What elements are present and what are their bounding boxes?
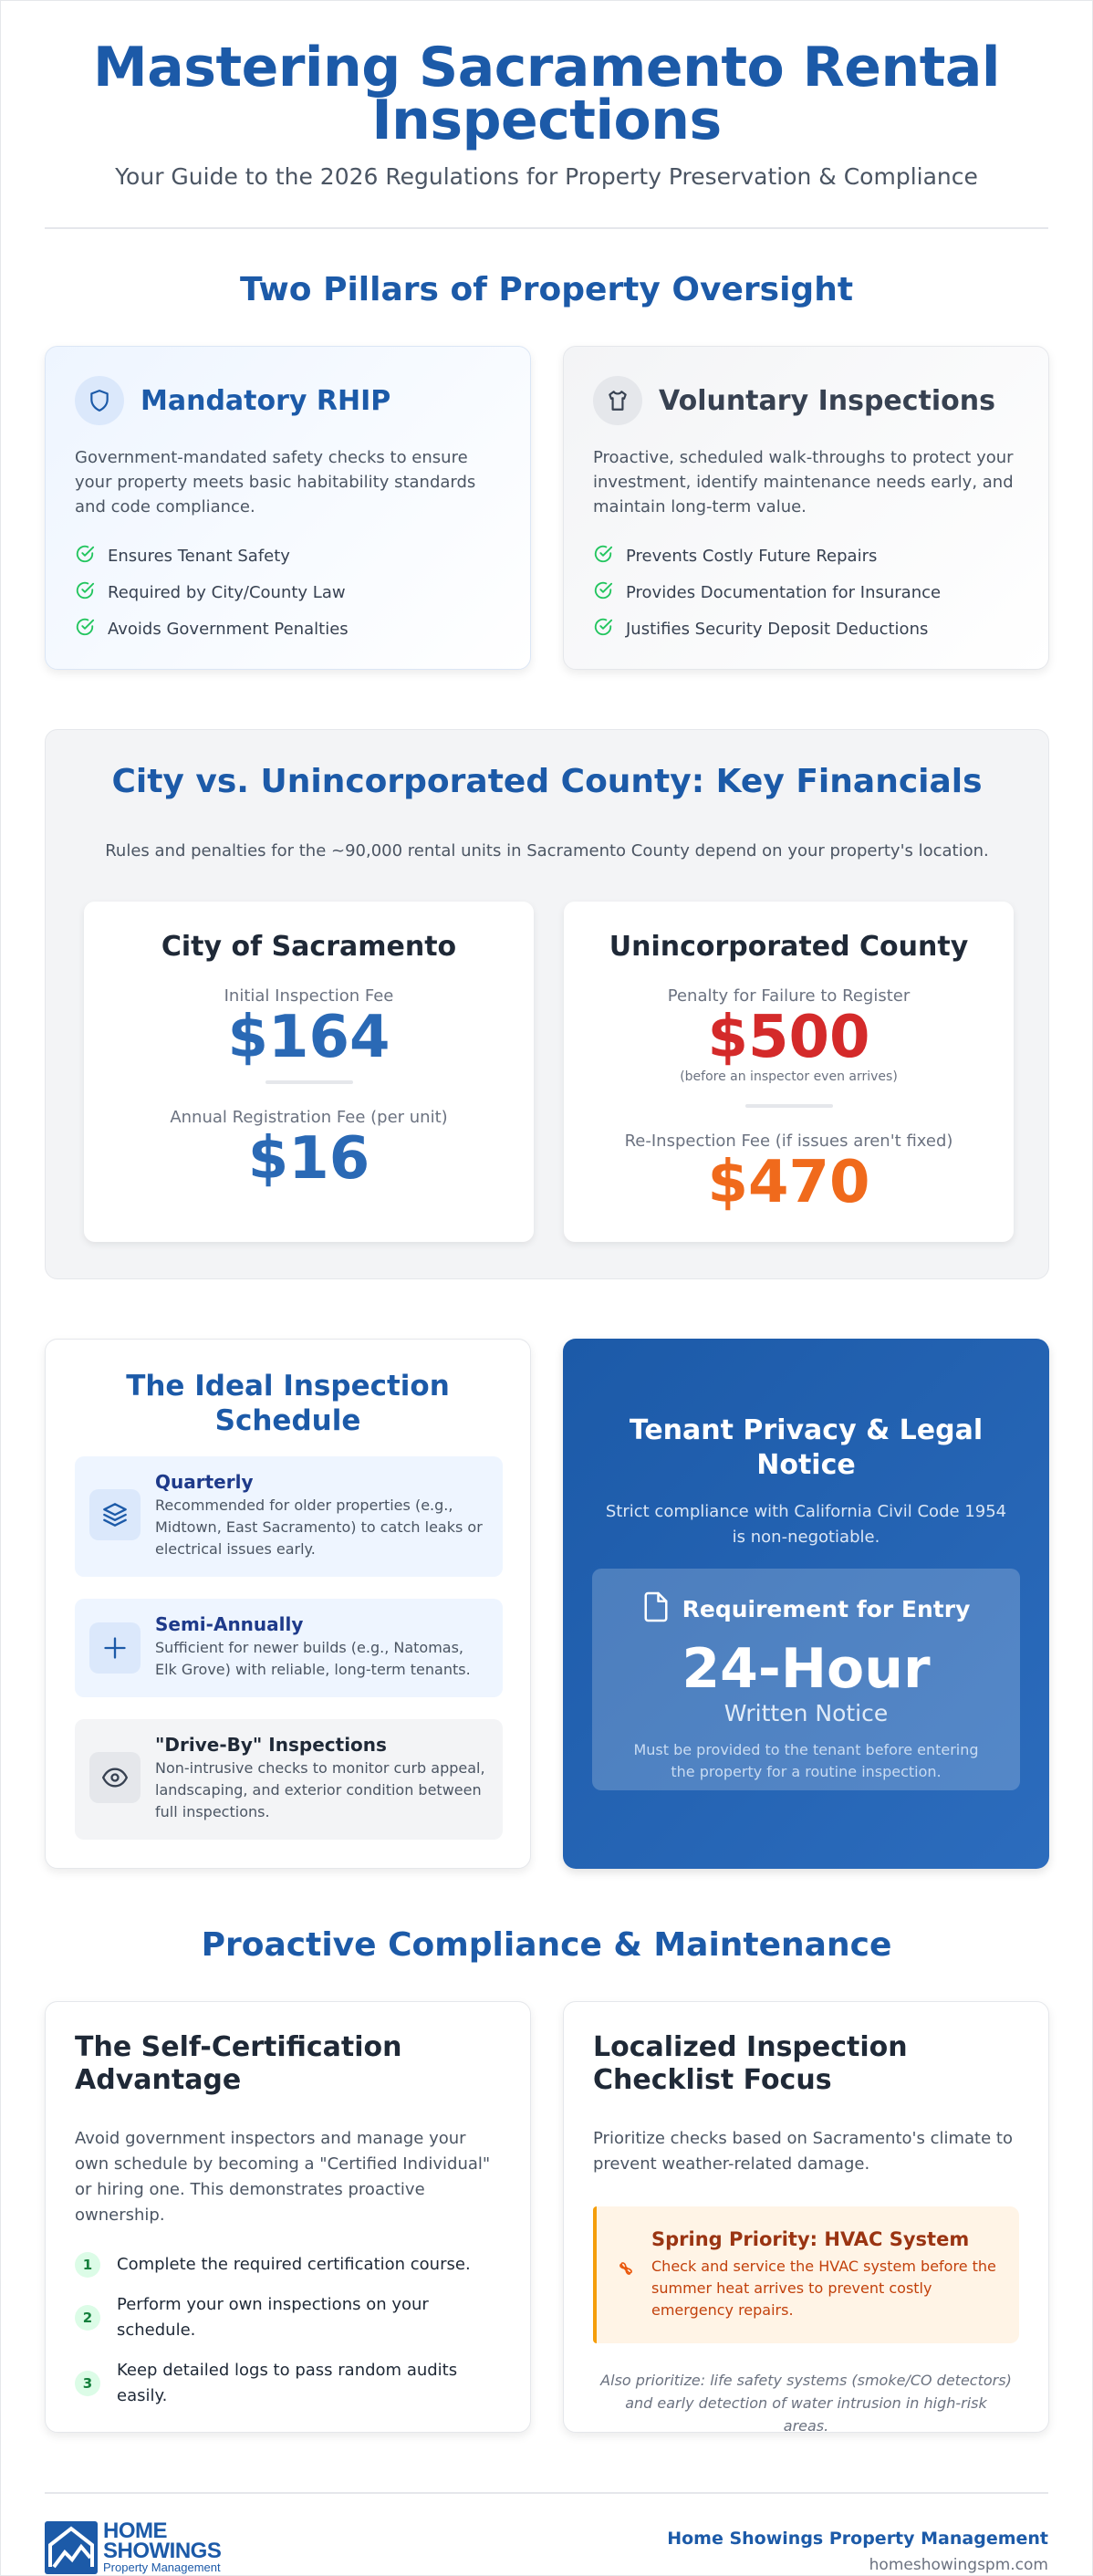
list-item-label: Prevents Costly Future Repairs <box>626 546 878 566</box>
city-divider <box>265 1080 353 1084</box>
schedule-item-description: Recommended for older properties (e.g., Midtown, East Sacramento) to catch leaks or electrical issues early. <box>155 1497 483 1558</box>
list-item <box>75 2292 501 2343</box>
check-circle-icon <box>593 544 613 568</box>
requirement-unit: Written Notice <box>723 1700 889 1726</box>
list-item <box>75 610 501 647</box>
step-text: Complete the required certification course. <box>117 2255 471 2274</box>
county-fee1-value: $500 <box>707 1004 870 1071</box>
list-item-label: Required by City/County Law <box>108 582 346 602</box>
check-circle-icon <box>593 580 613 605</box>
city-fee1-value: $164 <box>227 1004 390 1071</box>
county-title: Unincorporated County <box>609 931 969 963</box>
schedule-item-description: Sufficient for newer builds (e.g., Natomas, Elk Grove) with reliable, long-term tenants. <box>155 1639 471 1678</box>
schedule-title: The Ideal Inspection Schedule <box>126 1370 450 1437</box>
check-circle-icon <box>75 580 95 605</box>
list-item-label: Avoids Government Penalties <box>108 619 349 639</box>
schedule-item-name: Quarterly <box>155 1471 254 1493</box>
county-fee2-label: Re-Inspection Fee (if issues aren't fixed) <box>624 1132 953 1151</box>
check-circle-icon <box>75 544 95 568</box>
list-item <box>593 537 1019 574</box>
step-text: Perform your own inspections on your schedule. <box>117 2295 429 2340</box>
list-item <box>75 574 501 610</box>
checklist-focus-card <box>563 2001 1049 2433</box>
city-fee2-label: Annual Registration Fee (per unit) <box>170 1108 448 1127</box>
step-text: Keep detailed logs to pass random audits easily. <box>117 2361 458 2405</box>
schedule-item-name: "Drive-By" Inspections <box>155 1734 387 1756</box>
logo-tagline: Property Management <box>103 2560 221 2574</box>
shirt-icon <box>593 376 642 425</box>
mandatory-rhip-card <box>45 346 531 670</box>
check-circle-icon <box>75 617 95 641</box>
logo-line-1: HOME <box>103 2519 167 2543</box>
self-cert-description: Avoid government inspectors and manage your own schedule by becoming a "Certified Individual" or hiring one. This demonstrates proactive ownership. <box>75 2129 491 2225</box>
voluntary-inspections-card <box>563 346 1049 670</box>
financials-panel <box>45 729 1049 1279</box>
page-title: Mastering Sacramento Rental Inspections <box>93 36 1000 152</box>
city-fee2-value: $16 <box>247 1125 370 1193</box>
privacy-subtitle: Strict compliance with California Civil Code 1954 is non-negotiable. <box>605 1502 1007 1547</box>
layers-icon <box>89 1489 141 1540</box>
city-fee1-label: Initial Inspection Fee <box>224 986 394 1006</box>
shield-icon <box>75 376 124 425</box>
pillars-section-title: Two Pillars of Property Oversight <box>239 271 854 308</box>
tenant-privacy-card <box>563 1339 1049 1869</box>
checklist-description: Prioritize checks based on Sacramento's climate to prevent weather-related damage. <box>593 2129 1013 2174</box>
self-cert-title: The Self-Certification Advantage <box>75 2031 402 2096</box>
entry-requirement-box <box>592 1569 1020 1790</box>
list-item <box>593 610 1019 647</box>
privacy-title: Tenant Privacy & Legal Notice <box>629 1414 984 1481</box>
requirement-label: Requirement for Entry <box>682 1595 971 1622</box>
county-divider <box>745 1104 833 1108</box>
list-item <box>75 2252 501 2278</box>
checklist-title: Localized Inspection Checklist Focus <box>593 2031 908 2096</box>
compliance-section-title: Proactive Compliance & Maintenance <box>201 1926 892 1964</box>
city-fees-card <box>84 902 534 1242</box>
requirement-value: 24-Hour <box>682 1637 931 1701</box>
checklist-note: Also prioritize: life safety systems (smoke/CO detectors) and early detection of water intrusion in high-risk areas. <box>600 2372 1012 2435</box>
page-subtitle: Your Guide to the 2026 Regulations for Property Preservation & Compliance <box>115 163 978 190</box>
list-item <box>75 2358 501 2409</box>
requirement-note: Must be provided to the tenant before entering the property for a routine inspection. <box>633 1741 979 1780</box>
list-item-label: Provides Documentation for Insurance <box>626 582 942 602</box>
voluntary-description: Proactive, scheduled walk-throughs to protect your investment, identify maintenance needs early, and maintain long-term value. <box>593 448 1014 516</box>
voluntary-title: Voluntary Inspections <box>659 384 995 417</box>
schedule-item-name: Semi-Annually <box>155 1613 304 1635</box>
county-fees-card <box>564 902 1014 1242</box>
county-fee1-label: Penalty for Failure to Register <box>667 986 911 1006</box>
mandatory-title: Mandatory RHIP <box>141 384 391 417</box>
eye-icon <box>89 1752 141 1803</box>
self-certification-card <box>45 2001 531 2433</box>
hvac-priority-box <box>593 2206 1019 2343</box>
step-number: 3 <box>75 2371 100 2396</box>
schedule-item-semi-annually <box>75 1599 503 1697</box>
hvac-priority-title: Spring Priority: HVAC System <box>651 2228 970 2250</box>
mandatory-benefits-list <box>75 537 501 647</box>
footer-url-link[interactable]: homeshowingspm.com <box>869 2556 1048 2574</box>
hvac-priority-text: Check and service the HVAC system before the summer heat arrives to prevent costly emergency repairs. <box>651 2258 996 2319</box>
financials-subtitle: Rules and penalties for the ~90,000 rental units in Sacramento County depend on your property's location. <box>105 841 989 860</box>
city-title: City of Sacramento <box>161 931 457 963</box>
logo-line-2: SHOWINGS <box>103 2539 222 2563</box>
financials-title: City vs. Unincorporated County: Key Financials <box>111 763 983 800</box>
plus-icon <box>89 1622 141 1674</box>
check-circle-icon <box>593 617 613 641</box>
footer-company-name: Home Showings Property Management <box>667 2529 1048 2549</box>
voluntary-benefits-list <box>593 537 1019 647</box>
schedule-item-drive-by <box>75 1719 503 1840</box>
footer-divider <box>45 2492 1048 2494</box>
county-fee1-note: (before an inspector even arrives) <box>680 1069 898 1084</box>
header <box>1 1 1092 190</box>
schedule-item-quarterly <box>75 1456 503 1577</box>
schedule-item-description: Non-intrusive checks to monitor curb appeal, landscaping, and exterior condition between full inspections. <box>155 1759 485 1820</box>
fan-icon <box>617 2259 635 2281</box>
list-item <box>75 537 501 574</box>
step-number: 1 <box>75 2252 100 2278</box>
list-item-label: Ensures Tenant Safety <box>108 546 290 566</box>
inspection-schedule-card <box>45 1339 531 1869</box>
header-divider <box>45 227 1048 229</box>
house-logo-icon <box>45 2521 98 2574</box>
document-icon <box>642 1590 670 1627</box>
footer-contact <box>667 2529 1048 2574</box>
self-cert-steps <box>75 2252 501 2409</box>
mandatory-description: Government-mandated safety checks to ensure your property meets basic habitability standards and code compliance. <box>75 448 476 516</box>
step-number: 2 <box>75 2305 100 2331</box>
county-fee2-value: $470 <box>707 1149 870 1216</box>
list-item-label: Justifies Security Deposit Deductions <box>626 619 929 639</box>
list-item <box>593 574 1019 610</box>
company-logo <box>45 2521 221 2574</box>
